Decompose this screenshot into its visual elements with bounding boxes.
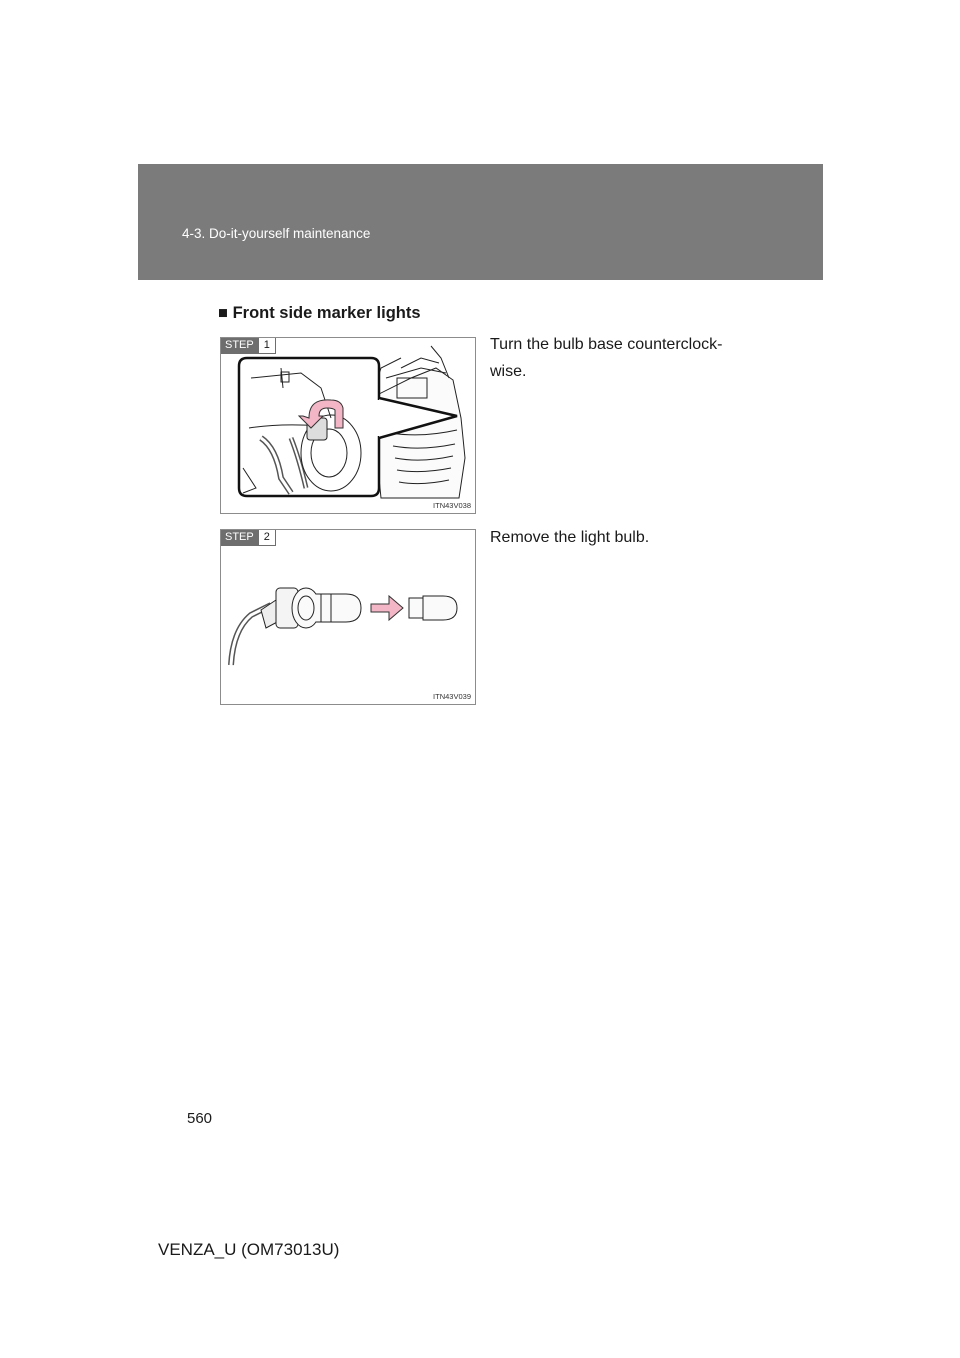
- page-number: 560: [187, 1110, 213, 1127]
- bulb-removal-illustration: [221, 530, 475, 704]
- square-bullet-icon: ■: [218, 304, 228, 322]
- socket-and-wire: [231, 588, 361, 665]
- remove-direction-arrow-icon: [371, 596, 403, 620]
- chapter-header-text: 4-3. Do-it-yourself maintenance: [182, 226, 371, 241]
- section-title-text: Front side marker lights: [232, 304, 421, 322]
- step-badge-label: STEP: [221, 338, 258, 354]
- chapter-header-band: [138, 164, 823, 280]
- light-bulb-icon: [409, 596, 457, 620]
- step-badge-label: STEP: [221, 530, 258, 546]
- document-footer: VENZA_U (OM73013U): [158, 1240, 340, 1259]
- section-title: [218, 304, 421, 323]
- step-1-text: Turn the bulb base counterclock-wise.: [490, 336, 723, 380]
- figure-code: ITN43V038: [433, 501, 471, 510]
- figure-code: ITN43V039: [433, 692, 471, 701]
- step-badge-number: 1: [258, 338, 276, 354]
- step-1-figure: [220, 337, 476, 514]
- step-badge-number: 2: [258, 530, 276, 546]
- step-2-text: Remove the light bulb.: [490, 529, 650, 546]
- step-1-badge: [221, 338, 276, 354]
- step-2-figure: [220, 529, 476, 705]
- headlight-illustration: [221, 338, 475, 513]
- step-2-badge: [221, 530, 276, 546]
